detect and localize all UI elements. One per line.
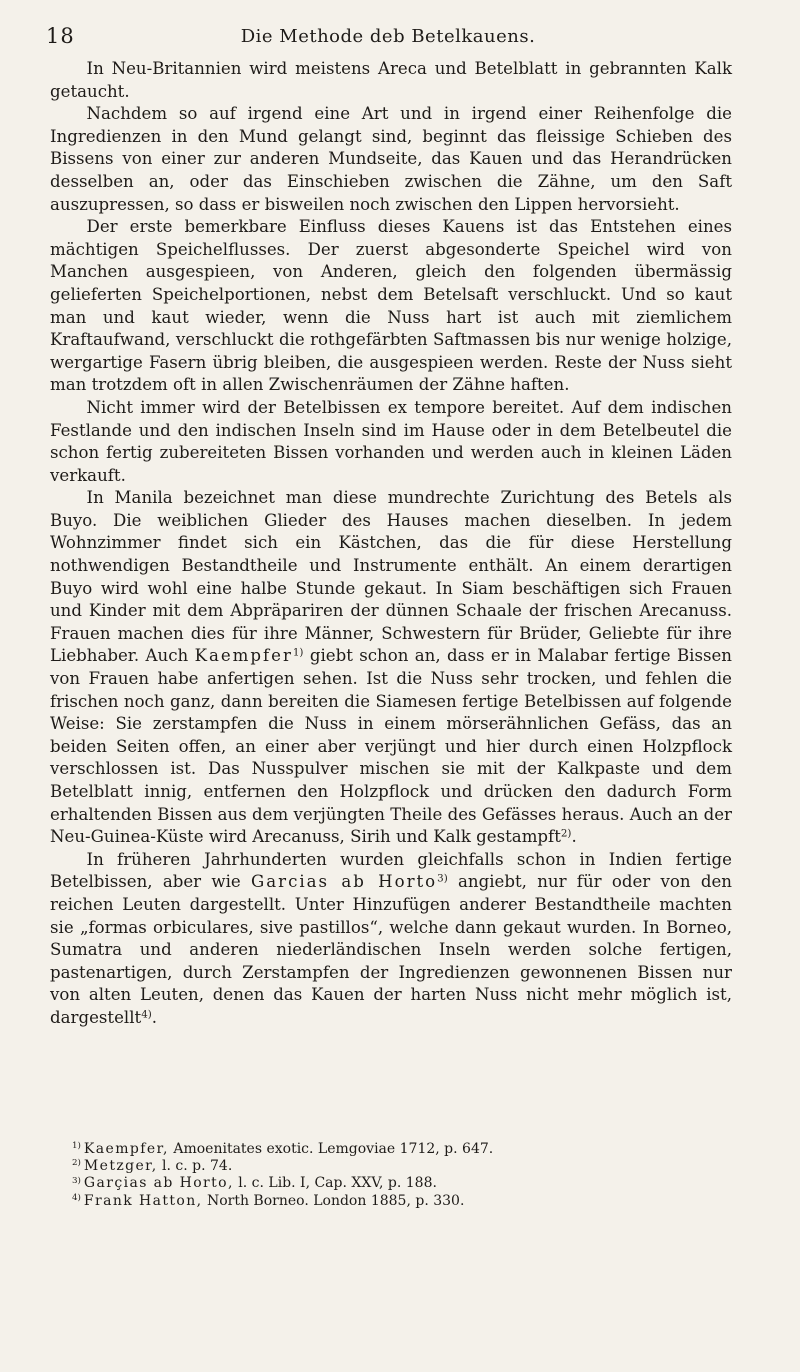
footnote-ref-2: 2) [560, 827, 572, 840]
footnote-number: 4) [72, 1192, 81, 1203]
footnotes [72, 1141, 732, 1210]
footnote-text: l. c. p. 74. [162, 1158, 233, 1175]
paragraph-6-text-a: In früheren Jahrhunderten wurden gleichfalls schon in Indien fertige Betelbissen, aber wie [50, 849, 732, 892]
footnote-number: 2) [72, 1158, 81, 1169]
footnote [72, 1158, 732, 1175]
running-title: Die Methode deb Betelkauens. [240, 26, 536, 47]
author-garcias: Garcias ab Horto [251, 872, 438, 892]
footnote-author: Kaempfer, [83, 1141, 169, 1157]
footnote-ref-1: 1) [292, 646, 304, 659]
author-kaempfer: Kaempfer [194, 646, 293, 666]
footnote-text: North Borneo. London 1885, p. 330. [206, 1192, 465, 1209]
footnote [72, 1193, 732, 1210]
footnote-number: 1) [72, 1141, 81, 1152]
paragraph-4: Nicht immer wird der Betelbissen ex tempore bereitet. Auf dem indischen Festlande und den indischen Inseln sind im Hause oder in dem Betelbeutel die schon fertig zubereiteten Bissen vorhanden und werden auch in kleinen Läden verkauft. [50, 397, 732, 485]
paragraph-5-text-a: In Manila bezeichnet man diese mundrechte Zurichtung des Betels als Buyo. Die weiblichen Glieder des Hauses machen dieselben. In jedem Wohnzimmer findet sich ein Kästchen, das die für diese Herstellung nothwendigen Bestandtheile und Instrumente enthält. An einem derartigen Buyo wird wohl eine halbe Stunde gekaut. In Siam beschäftigen sich Frauen und Kinder mit dem Abpräpariren der dünnen Schaale der frischen Arecanuss. Frauen machen dies für ihre Männer, Schwestern für Brüder, Geliebte für ihre Liebhaber. Auch [50, 488, 732, 666]
paragraph-5 [50, 487, 732, 849]
paragraph-5-end: . [571, 827, 577, 847]
footnote-text: Amoenitates exotic. Lemgoviae 1712, p. 647. [173, 1141, 494, 1157]
paragraph-5-text-b: giebt schon an, dass er in Malabar fertige Bissen von Frauen habe anfertigen sehen. Ist die Nuss sehr trocken, und fehlen die frischen noch ganz, dann bereiten die Siamesen fertige Betelbissen auf folgende Weise: Sie zerstampfen die Nuss in einem mörserähnlichen Gefäss, das an beiden Seiten offen, an einer aber verjüngt und hier durch einen Holzpflock verschlossen ist. Das Nusspulver mischen sie mit der Kalkpaste und dem Betelblatt innig, entfernen den Holzpflock und drücken den dadurch Form erhaltenden Bissen aus dem verjüngten Theile des Gefässes heraus. Auch an der Neu-Guinea-Küste wird Arecanuss, Sirih und Kalk gestampft [50, 646, 732, 847]
main-text [50, 58, 732, 1030]
page-header [46, 24, 730, 50]
footnote [72, 1175, 732, 1192]
paragraph-2: Nachdem so auf irgend eine Art und in irgend einer Reihenfolge die Ingredienzen in den Mund gelangt sind, beginnt das fleissige Schieben des Bissens von einer zur anderen Mundseite, das Kauen und das Herandrücken desselben an, oder das Einschieben zwischen die Zähne, um den Saft auszupressen, so dass er bisweilen noch zwischen den Lippen hervorsieht. [50, 104, 732, 214]
footnote-author: Metzger, [83, 1158, 158, 1175]
paragraph-6 [50, 849, 732, 1030]
footnote-author: Frank Hatton, [83, 1192, 203, 1209]
footnote [72, 1141, 732, 1158]
paragraph-1: In Neu-Britannien wird meistens Areca und Betelblatt in gebrannten Kalk getaucht. [50, 59, 732, 101]
paragraph-3: Der erste bemerkbare Einfluss dieses Kauens ist das Entstehen eines mächtigen Speichelflusses. Der zuerst abgesonderte Speichel wird von Manchen ausgespieen, von Anderen, gleich den folgenden übermässig gelieferten Speichelportionen, nebst dem Betelsaft verschluckt. Und so kaut man und kaut wieder, wenn die Nuss hart ist auch mit ziemlichem Kraftaufwand, verschluckt die rothgefärbten Saftmassen bis nur wenige holzige, wergartige Fasern übrig bleiben, die ausgespieen werden. Reste der Nuss sieht man trotzdem oft in allen Zwischenräumen der Zähne haften. [50, 217, 732, 395]
page-number: 18 [46, 24, 75, 48]
footnote-author: Garçias ab Horto, [83, 1175, 234, 1192]
footnote-ref-3: 3) [437, 872, 448, 885]
paragraph-6-end: . [151, 1007, 158, 1027]
footnote-text: l. c. Lib. I, Cap. XXV, p. 188. [238, 1175, 437, 1192]
paragraph-6-text-b: angiebt, nur für oder von den reichen Leuten dargestellt. Unter Hinzufügen anderer Bestandtheile machten sie „formas orbiculares, sive pastillos“, welche dann gekaut wurden. In Borneo, Sumatra und anderen niederländischen Inseln werden solche fertigen, pastenartigen, durch Zerstampfen der Ingredienzen gewonnenen Bissen nur von alten Leuten, denen das Kauen der harten Nuss nicht mehr möglich ist, dargestellt [50, 872, 732, 1027]
footnote-ref-4: 4) [141, 1008, 152, 1021]
footnote-number: 3) [72, 1175, 81, 1186]
